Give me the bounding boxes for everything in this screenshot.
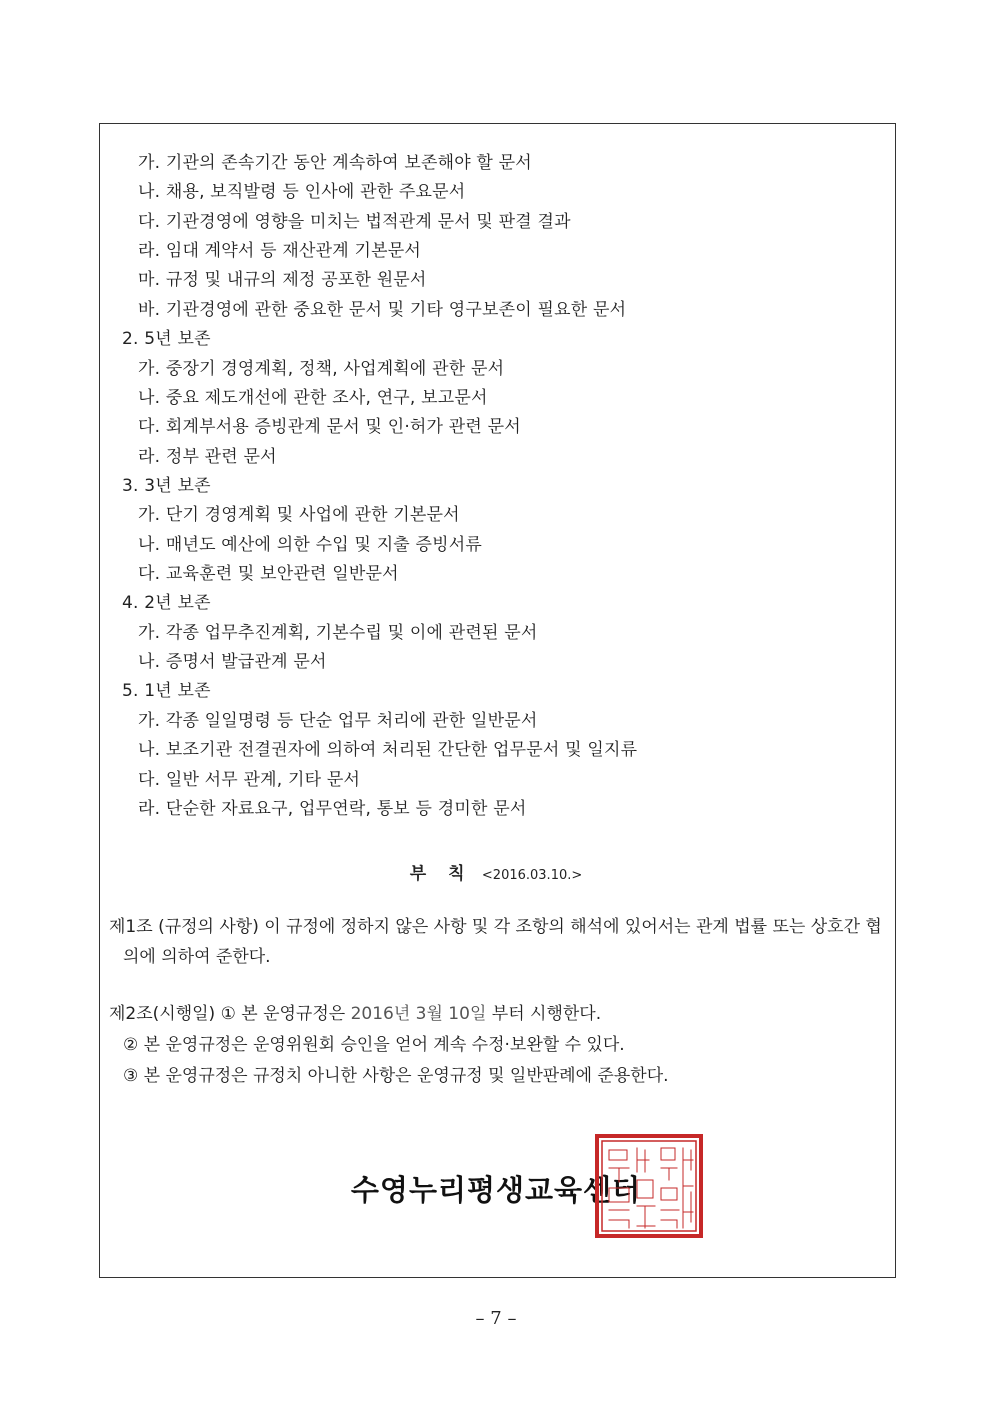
list-item: 라. 단순한 자료요구, 업무연락, 통보 등 경미한 문서 — [138, 798, 527, 819]
article-2-line-1 — [109, 999, 889, 1030]
list-item: 라. 임대 계약서 등 재산관계 기본문서 — [138, 241, 421, 262]
article-2 — [109, 999, 889, 1092]
list-item: 가. 각종 업무추진계획, 기본수립 및 이에 관련된 문서 — [138, 622, 538, 643]
article-1 — [109, 912, 889, 972]
article-2-suffix: 부터 시행한다. — [486, 1004, 602, 1024]
document-frame — [99, 123, 896, 1278]
list-item: 가. 단기 경영계획 및 사업에 관한 기본문서 — [138, 505, 460, 526]
article-1-line-1: 제1조 (규정의 사항) 이 규정에 정하지 않은 사항 및 각 조항의 해석에 있어서는 관계 법률 또는 상호간 협 — [109, 917, 882, 937]
list-item: 가. 기관의 존속기간 동안 계속하여 보존해야 할 문서 — [138, 153, 532, 173]
official-seal — [593, 1130, 707, 1242]
supplementary-heading — [0, 859, 992, 884]
supplementary-date: <2016.03.10.> — [481, 868, 583, 883]
list-item: 다. 회계부서용 증빙관계 문서 및 인·허가 관련 문서 — [138, 417, 521, 438]
list-item: 가. 중장기 경영계획, 정책, 사업계획에 관한 문서 — [138, 358, 505, 379]
section-heading: 3. 3년 보존 — [122, 475, 211, 496]
list-item: 다. 교육훈련 및 보안관련 일반문서 — [138, 564, 399, 585]
list-item: 마. 규정 및 내규의 제정 공포한 원문서 — [138, 270, 427, 291]
list-item: 나. 채용, 보직발령 등 인사에 관한 주요문서 — [138, 182, 466, 203]
list-item: 나. 보조기관 전결권자에 의하여 처리된 간단한 업무문서 및 일지류 — [138, 740, 638, 761]
list-item: 다. 기관경영에 영향을 미치는 법적관계 문서 및 판결 결과 — [138, 211, 571, 232]
article-2-clause-3: ③ 본 운영규정은 규정치 아니한 사항은 운영규정 및 일반판례에 준용한다. — [123, 1066, 669, 1086]
article-2-prefix: 제2조(시행일) ① 본 운영규정은 — [109, 1004, 351, 1024]
section-heading: 4. 2년 보존 — [122, 593, 211, 614]
list-item: 가. 각종 일일명령 등 단순 업무 처리에 관한 일반문서 — [138, 710, 538, 731]
list-item: 다. 일반 서무 관계, 기타 문서 — [138, 769, 361, 790]
section-heading: 2. 5년 보존 — [122, 329, 211, 350]
page-number: – 7 – — [475, 1308, 517, 1329]
list-item: 라. 정부 관련 문서 — [138, 446, 277, 467]
article-2-clause-2: ② 본 운영규정은 운영위원회 승인을 얻어 계속 수정·보완할 수 있다. — [123, 1035, 625, 1055]
list-item: 나. 중요 제도개선에 관한 조사, 연구, 보고문서 — [138, 387, 488, 408]
article-2-date: 2016년 3월 10일 — [350, 1004, 487, 1024]
list-item: 나. 매년도 예산에 의한 수입 및 지출 증빙서류 — [138, 534, 483, 555]
list-item: 나. 증명서 발급관계 문서 — [138, 652, 327, 673]
list-item: 바. 기관경영에 관한 중요한 문서 및 기타 영구보존이 필요한 문서 — [138, 299, 627, 320]
article-1-line-2: 의에 의하여 준한다. — [123, 947, 271, 967]
section-heading: 5. 1년 보존 — [122, 681, 211, 702]
organization-name: 수영누리평생교육센터 — [350, 1173, 642, 1207]
supplementary-title: 부 칙 — [409, 864, 473, 884]
